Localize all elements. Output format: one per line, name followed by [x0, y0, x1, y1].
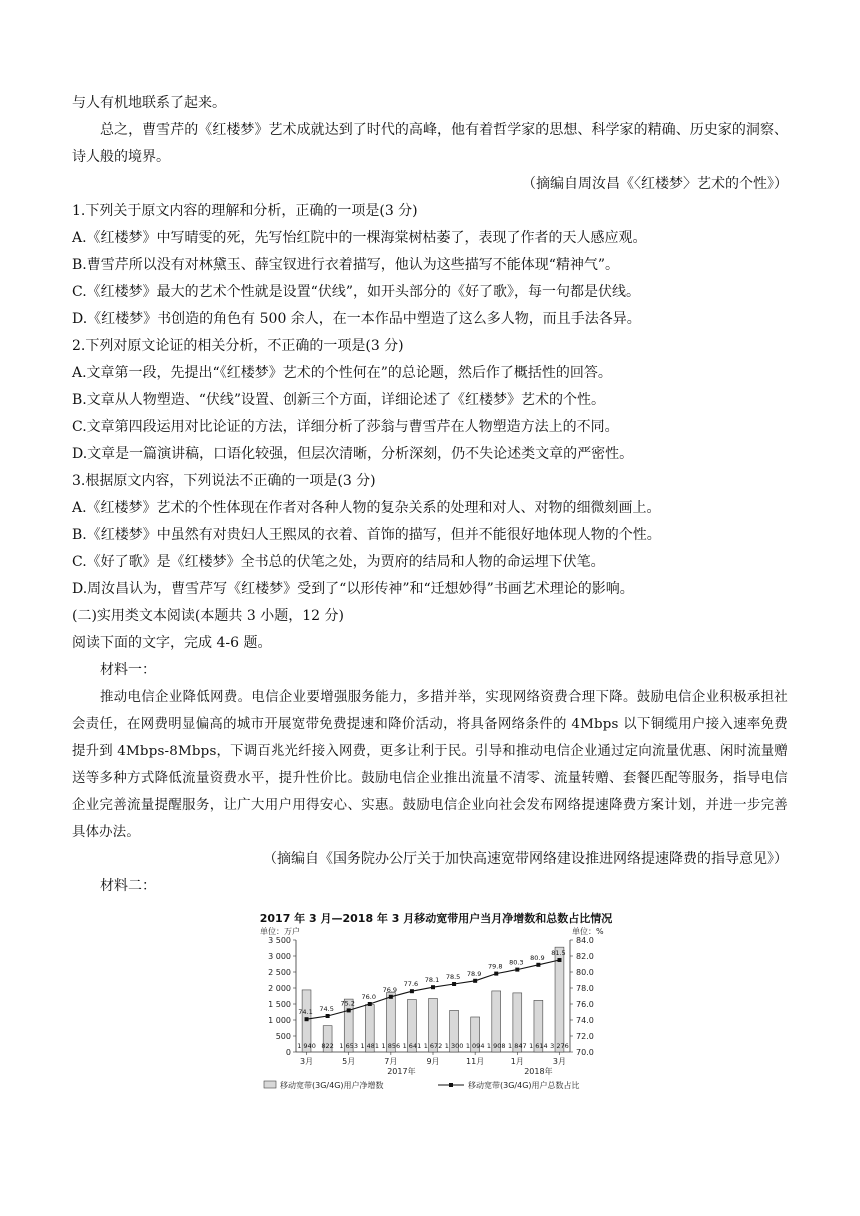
bar-value-label: 1 300: [444, 1042, 464, 1050]
line-point: [557, 958, 561, 962]
x-tick-label: 9月: [426, 1057, 440, 1066]
bar-value-label: 1 614: [529, 1042, 548, 1050]
line-point: [410, 989, 414, 993]
question-1-option-d: D.《红楼梦》书创造的角色有 500 余人，在一本作品中塑造了这么多人物，而且手法各异。: [72, 311, 641, 327]
line-point: [389, 995, 393, 999]
question-1-option-c: C.《红楼梦》最大的艺术个性就是设置“伏线”，如开头部分的《好了歌》，每一句都是伏线。: [72, 284, 640, 300]
y-left-tick-label: 2 000: [268, 984, 291, 993]
bar-value-label: 1 481: [360, 1042, 380, 1050]
x-tick-label: 1月: [510, 1057, 524, 1066]
line-point: [515, 968, 519, 972]
question-3-option-c: C.《好了歌》是《红楼梦》全书总的伏笔之处，为贾府的结局和人物的命运埋下伏笔。: [72, 554, 605, 570]
bar-value-label: 1 641: [402, 1042, 422, 1050]
x-tick-label: 3月: [552, 1057, 567, 1066]
legend-line-marker: [449, 1083, 453, 1087]
line-value-label: 78.5: [445, 973, 461, 981]
legend-line-label: 移动宽带(3G/4G)用户总数占比: [468, 1081, 580, 1090]
x-tick-label: 7月: [384, 1057, 398, 1066]
y-left-tick-label: 3 000: [268, 952, 291, 961]
year-label: 2017年: [387, 1067, 416, 1076]
line-point: [536, 963, 540, 967]
line-value-label: 76.9: [382, 985, 398, 994]
chart-svg: [238, 922, 634, 1102]
line-value-label: 78.9: [466, 969, 482, 978]
line-value-label: 79.8: [487, 962, 503, 971]
legend-bar-swatch: [264, 1081, 276, 1088]
y-left-tick-label: 500: [275, 1032, 291, 1041]
line-value-label: 80.3: [509, 958, 524, 967]
material-2-label: 材料二：: [100, 878, 156, 894]
question-3-option-d: D.周汝昌认为，曹雪芹写《红楼梦》受到了“以形传神”和“迁想妙得”书画艺术理论的影响。: [72, 581, 634, 597]
bar-value-label: 822: [321, 1042, 334, 1050]
bar-value-label: 1 940: [297, 1042, 316, 1050]
question-2-option-a: A.文章第一段，先提出“《红楼梦》艺术的个性何在”的总论题，然后作了概括性的回答。: [72, 365, 612, 381]
y-left-tick-label: 1 500: [268, 1000, 291, 1009]
line-point: [368, 1002, 372, 1006]
line-value-label: 77.6: [403, 980, 419, 989]
line-value-label: 81.5: [551, 949, 566, 957]
line-point: [452, 982, 456, 986]
bar-value-label: 1 094: [465, 1042, 485, 1050]
question-3-option-b: B.《红楼梦》中虽然有对贵妇人王熙凤的衣着、首饰的描写，但并不能很好地体现人物的个性。: [72, 527, 661, 543]
line-point: [326, 1014, 330, 1018]
material-1-label: 材料一：: [100, 662, 156, 678]
legend-bar-label: 移动宽带(3G/4G)用户净增数: [280, 1081, 384, 1090]
source-citation-1: （摘编自周汝昌《〈红楼梦〉艺术的个性》）: [522, 176, 788, 192]
chart-figure: [238, 910, 634, 1100]
line-value-label: 75.2: [340, 999, 355, 1008]
bar-value-label: 1 672: [423, 1042, 443, 1050]
material-1-text: 推动电信企业降低网费。电信企业要增强服务能力，多措并举，实现网络资费合理下降。鼓励电信企业积极承担社会责任，在网费明显偏高的城市开展宽带免费提速和降价活动，将具备网络条件的 4Mbps 以下铜缆用户接入速率免费提升到 4Mbps-8Mbps，下调百兆光纤接入网费，更多让利于民。引导和推动电信企业通过定向流量优惠、闲时流量赠送等多种方式降低流量资费水平，提升性价比。鼓励电信企业推出流量不清零、流量转赠、套餐匹配等服务，指导电信企业完善流量提醒服务，让广大用户用得安心、实惠。鼓励电信企业向社会发布网络提速降费方案计划，并进一步完善具体办法。: [72, 690, 788, 840]
question-2-stem: 2.下列对原文论证的相关分析，不正确的一项是(3 分): [72, 338, 404, 354]
line-point: [494, 972, 498, 976]
line-point: [347, 1008, 351, 1012]
bar: [555, 947, 564, 1052]
x-tick-label: 3月: [299, 1057, 314, 1066]
paragraph-end: 与人有机地联系了起来。: [72, 95, 226, 111]
bar-value-label: 1 847: [508, 1042, 527, 1050]
document-page: [72, 90, 788, 900]
x-tick-label: 11月: [466, 1057, 485, 1066]
y-right-unit-label: 单位：%: [572, 927, 604, 936]
source-citation-2: （摘编自《国务院办公厅关于加快高速宽带网络建设推进网络提速降费的指导意见》）: [263, 851, 788, 867]
y-right-tick-label: 82.0: [576, 952, 594, 961]
y-right-tick-label: 74.0: [576, 1016, 594, 1025]
line-value-label: 78.1: [424, 976, 440, 985]
question-1-option-b: B.曹雪芹所以没有对林黛玉、薛宝钗进行衣着描写，他认为这些描写不能体现“精神气”。: [72, 257, 620, 273]
bar-value-label: 1 856: [381, 1042, 401, 1050]
conclusion-paragraph: 总之，曹雪芹的《红楼梦》艺术成就达到了时代的高峰，他有着哲学家的思想、科学家的精确、历史家的洞察、诗人般的境界。: [72, 122, 788, 165]
question-3-stem: 3.根据原文内容，下列说法不正确的一项是(3 分): [72, 473, 376, 489]
bar-value-label: 3 276: [550, 1042, 569, 1050]
question-3-option-a: A.《红楼梦》艺术的个性体现在作者对各种人物的复杂关系的处理和对人、对物的细微刻画上。: [72, 500, 661, 516]
y-left-tick-label: 0: [285, 1048, 291, 1057]
question-2-option-d: D.文章是一篇演讲稿，口语化较强，但层次清晰，分析深刻，仍不失论述类文章的严密性。: [72, 446, 634, 462]
bar-value-label: 1 908: [486, 1042, 506, 1050]
y-right-tick-label: 72.0: [576, 1032, 594, 1041]
instruction: 阅读下面的文字，完成 4-6 题。: [72, 635, 272, 651]
question-2-option-b: B.文章从人物塑造、“伏线”设置、创新三个方面，详细论述了《红楼梦》艺术的个性。: [72, 392, 606, 408]
line-value-label: 74.5: [319, 1005, 334, 1013]
y-right-tick-label: 70.0: [576, 1048, 594, 1057]
question-1-option-a: A.《红楼梦》中写晴雯的死，先写怡红院中的一棵海棠树枯萎了，表现了作者的天人感应观。: [72, 230, 647, 246]
section-heading: (二)实用类文本阅读(本题共 3 小题，12 分): [72, 608, 344, 624]
y-right-tick-label: 80.0: [576, 968, 594, 977]
line-point: [431, 985, 435, 989]
y-left-tick-label: 3 500: [268, 936, 291, 945]
question-2-option-c: C.文章第四段运用对比论证的方法，详细分析了莎翁与曹雪芹在人物塑造方法上的不同。: [72, 419, 619, 435]
bar-value-label: 1 653: [339, 1042, 358, 1050]
line-value-label: 80.9: [530, 953, 545, 962]
y-right-tick-label: 78.0: [576, 984, 594, 993]
chart-title: 2017 年 3 月—2018 年 3 月移动宽带用户当月净增数和总数占比情况: [259, 912, 613, 925]
year-label: 2018年: [524, 1067, 553, 1076]
y-left-tick-label: 1 000: [268, 1016, 291, 1025]
line-value-label: 74.1: [298, 1008, 313, 1017]
y-right-tick-label: 76.0: [576, 1000, 594, 1009]
question-1-stem: 1.下列关于原文内容的理解和分析，正确的一项是(3 分): [72, 203, 418, 219]
line-value-label: 76.0: [361, 993, 377, 1001]
y-left-tick-label: 2 500: [268, 968, 291, 977]
y-left-unit-label: 单位：万户: [260, 927, 300, 936]
y-right-tick-label: 84.0: [576, 936, 594, 945]
x-tick-label: 5月: [342, 1057, 356, 1066]
line-point: [473, 979, 477, 983]
line-point: [305, 1017, 309, 1021]
